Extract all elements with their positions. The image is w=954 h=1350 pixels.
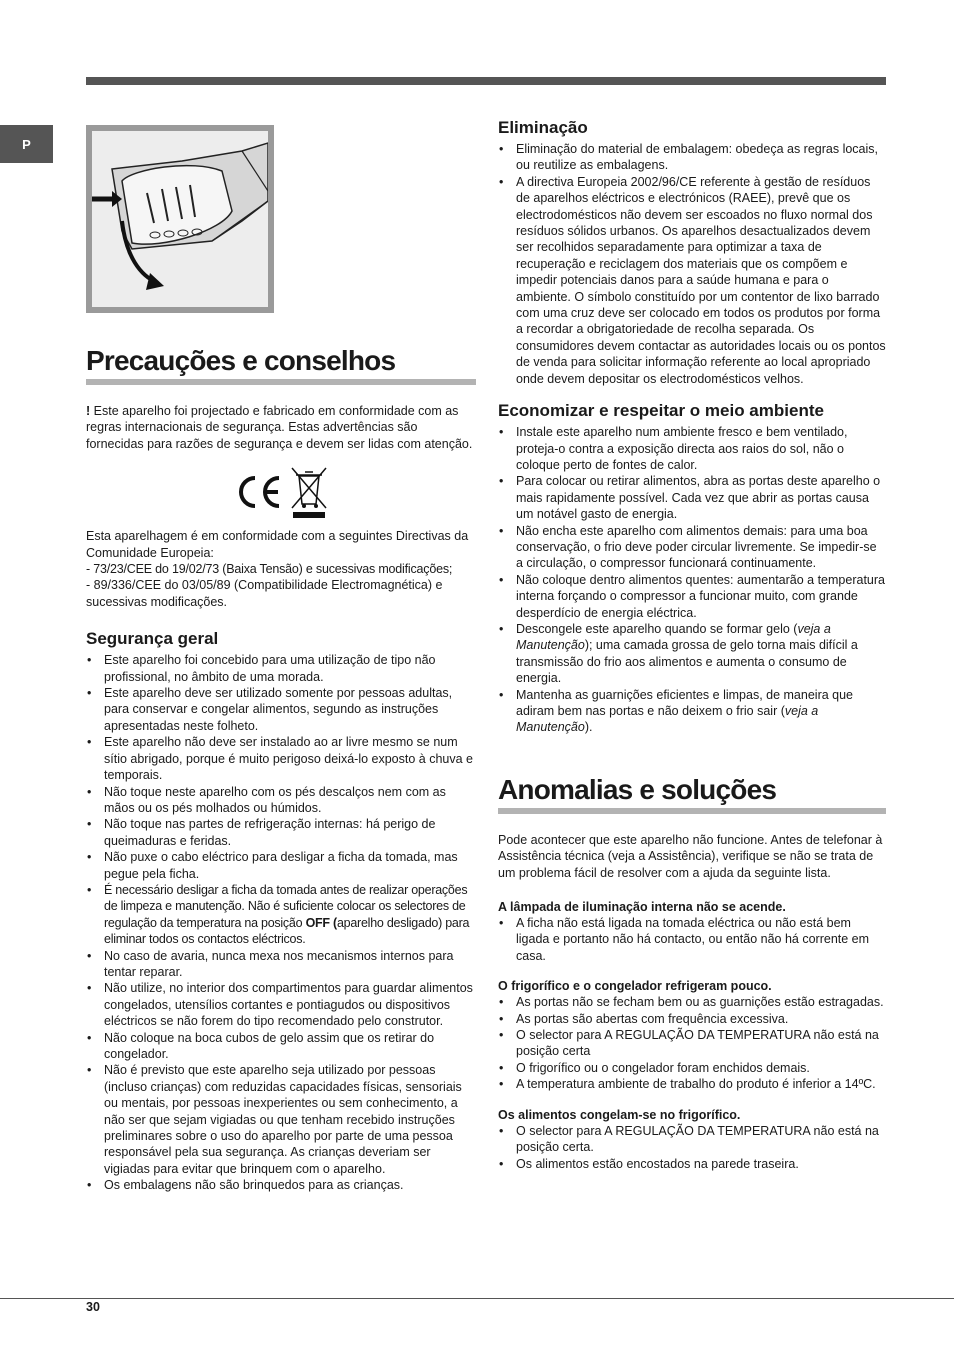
list-item: • Os embalagens não são brinquedos para as crianças. <box>86 1177 476 1193</box>
directives-line: - 73/23/CEE do 19/02/73 (Baixa Tensão) e sucessivas modificações; <box>86 562 453 577</box>
freezer-handle-illustration <box>86 125 274 313</box>
list-item: • Não toque neste aparelho com os pés descalços nem com as mãos ou os pés molhados ou húmidos. <box>86 784 476 817</box>
eliminacao-list <box>498 141 886 387</box>
list-item: • Não toque nas partes de refrigeração internas: há perigo de queimaduras e feridas. <box>86 816 476 849</box>
list-item: • Instale este aparelho num ambiente fresco e bem ventilado, proteja-o contra a exposição directa aos raios do sol, não o coloque perto de fontes de calor. <box>498 424 886 473</box>
solutions-list <box>498 915 886 964</box>
seguranca-list <box>86 652 476 1193</box>
intro-paragraph: ! Este aparelho foi projectado e fabricado em conformidade com as regras internacionais de segurança. Estas advertências são fornecidas para razões de segurança e devem ser lidas com atenção. <box>86 404 473 451</box>
top-rule <box>86 77 886 85</box>
list-item: • Não puxe o cabo eléctrico para desligar a ficha da tomada, mas pegue pela ficha. <box>86 849 476 882</box>
list-item: • Este aparelho deve ser utilizado somente por pessoas adultas, para conservar e congelar alimentos, segundo as instruções apresentadas neste folheto. <box>86 685 476 734</box>
problem-heading: O frigorífico e o congelador refrigeram pouco. <box>498 979 772 994</box>
left-column <box>86 125 476 1194</box>
list-item: • Não coloque na boca cubos de gelo assim que os retirar do congelador. <box>86 1030 476 1063</box>
title-rule <box>86 379 476 385</box>
list-item: • Não utilize, no interior dos compartimentos para guardar alimentos congelados, utensílios cortantes e pontiagudos ou dispositivos eléctricos se não forem do tipo recomendado pelo construtor. <box>86 980 476 1029</box>
off-label: OFF <box>305 915 330 930</box>
problem-heading: A lâmpada de iluminação interna não se acende. <box>498 900 786 915</box>
list-item: • Eliminação do material de embalagem: obedeça as regras locais, ou reutilize as embalagens. <box>498 141 886 174</box>
list-item: • A directiva Europeia 2002/96/CE referente à gestão de resíduos de aparelhos eléctricos e electrónicos (RAEE), prevê que os electrodomésticos não devem ser escoados no fluxo normal dos resíduos sólidos urbanos. Os aparelhos desactualizados devem ser recolhidos separadamente para optimizar a taxa de recuperação e reciclagem dos materiais que os compõem e impedir potenciais danos para a saúde humana e para o ambiente. O símbolo constituído por um contentor de lixo barrado com uma cruz deve ser colocado em todos os produtos por forma a recordar a obrigatoriedade de recolha separada. Os consumidores devem contactar as autoridades locais ou os pontos de venda para solicitar informação referente ao local apropriado onde devem depositar os electrodomésticos velhos. <box>498 174 886 387</box>
list-item: • Não coloque dentro alimentos quentes: aumentarão a temperatura interna forçando o compressor a funcionar muito, com grande desperdício de energia eléctrica. <box>498 572 886 621</box>
right-column <box>498 118 886 1172</box>
list-item: • O selector para A REGULAÇÃO DA TEMPERATURA não está na posição certa. <box>498 1123 886 1156</box>
precaucoes-title: Precauções e conselhos <box>86 345 396 376</box>
list-item: • As portas são abertas com frequência excessiva. <box>498 1011 886 1027</box>
economizar-list <box>498 424 886 736</box>
page-number: 30 <box>86 1300 100 1314</box>
list-item: • A temperatura ambiente de trabalho do produto é inferior a 14ºC. <box>498 1076 886 1092</box>
solutions-list <box>498 994 886 1092</box>
list-item: • Descongele este aparelho quando se formar gelo (veja a Manutenção); uma camada grossa de gelo torna mais difícil a transmissão do frio aos alimentos e aumenta o consumo de energia. <box>498 621 886 687</box>
anomalias-title: Anomalias e soluções <box>498 773 777 805</box>
list-item: • O frigorífico ou o congelador foram enchidos demais. <box>498 1060 886 1076</box>
list-item: • Este aparelho não deve ser instalado ao ar livre mesmo se num sítio abrigado, porque é muito perigoso deixá-lo exposto à chuva e temporais. <box>86 734 476 783</box>
directives-line: - 89/336/CEE do 03/05/89 (Compatibilidade Electromagnética) e sucessivas modificações. <box>86 578 443 609</box>
list-item: • Para colocar ou retirar alimentos, abra as portas deste aparelho o mais rapidamente possível. Cada vez que abrir as portas causa um notável gasto de energia. <box>498 473 886 522</box>
list-item: • As portas não se fecham bem ou as guarnições estão estragadas. <box>498 994 886 1010</box>
list-item: • No caso de avaria, nunca mexa nos mecanismos internos para tentar reparar. <box>86 948 476 981</box>
eliminacao-title: Eliminação <box>498 118 588 137</box>
problem-heading: Os alimentos congelam-se no frigorífico. <box>498 1107 741 1122</box>
directives-line: Esta aparelhagem é em conformidade com a seguintes Directivas da Comunidade Europeia: <box>86 529 469 560</box>
footer-rule <box>0 1298 954 1299</box>
solutions-list <box>498 1123 886 1172</box>
list-item: • É necessário desligar a ficha da tomada antes de realizar operações de limpeza e manutenção. Não é suficiente colocar os selectores de regulação da temperatura na posição OFF (aparelho desligado) para eliminar todos os contactos eléctricos. <box>86 882 476 948</box>
list-item: • O selector para A REGULAÇÃO DA TEMPERATURA não está na posição certa <box>498 1027 886 1060</box>
economizar-title: Economizar e respeitar o meio ambiente <box>498 401 824 421</box>
conformity-marks <box>86 466 476 518</box>
language-tab: P <box>0 125 53 163</box>
title-rule <box>498 808 886 814</box>
list-item: • Não encha este aparelho com alimentos demais: para uma boa conservação, o frio deve poder circular livremente. Se impedir-se a circulação, o compressor funcionará continuamente. <box>498 523 886 572</box>
list-item: • Este aparelho foi concebido para uma utilização de tipo não profissional, no âmbito de uma morada. <box>86 652 476 685</box>
list-item: • Mantenha as guarnições eficientes e limpas, de maneira que adiram bem nas portas e não deixem o frio sair (veja a Manutenção). <box>498 687 886 736</box>
list-item: • Não é previsto que este aparelho seja utilizado por pessoas (incluso crianças) com reduzidas capacidades físicas, sensoriais ou mentais, por pessoas inexperientes ou sem conhecimento, a não ser que sejam vigiadas ou que tenham recebido instruções preliminares sobre o uso do aparelho por parte de uma pessoa responsável pela sua segurança. As crianças deveriam ser vigiadas para evitar que brinquem com o aparelho. <box>86 1062 476 1177</box>
list-item: • A ficha não está ligada na tomada eléctrica ou não está bem ligada e portanto não há contacto, ou então não há corrente em casa. <box>498 915 886 964</box>
weee-crossed-bin-icon <box>289 466 329 518</box>
ce-mark <box>233 474 283 510</box>
arrow-icon <box>92 131 268 307</box>
list-item: • Os alimentos estão encostados na parede traseira. <box>498 1156 886 1172</box>
anomalias-intro: Pode acontecer que este aparelho não funcione. Antes de telefonar à Assistência técnica (veja a Assistência), verifique se não se trata de um problema fácil de resolver com a ajuda da seguinte lista. <box>498 832 883 880</box>
seguranca-title: Segurança geral <box>86 629 219 649</box>
warning-mark: ! <box>86 404 91 418</box>
